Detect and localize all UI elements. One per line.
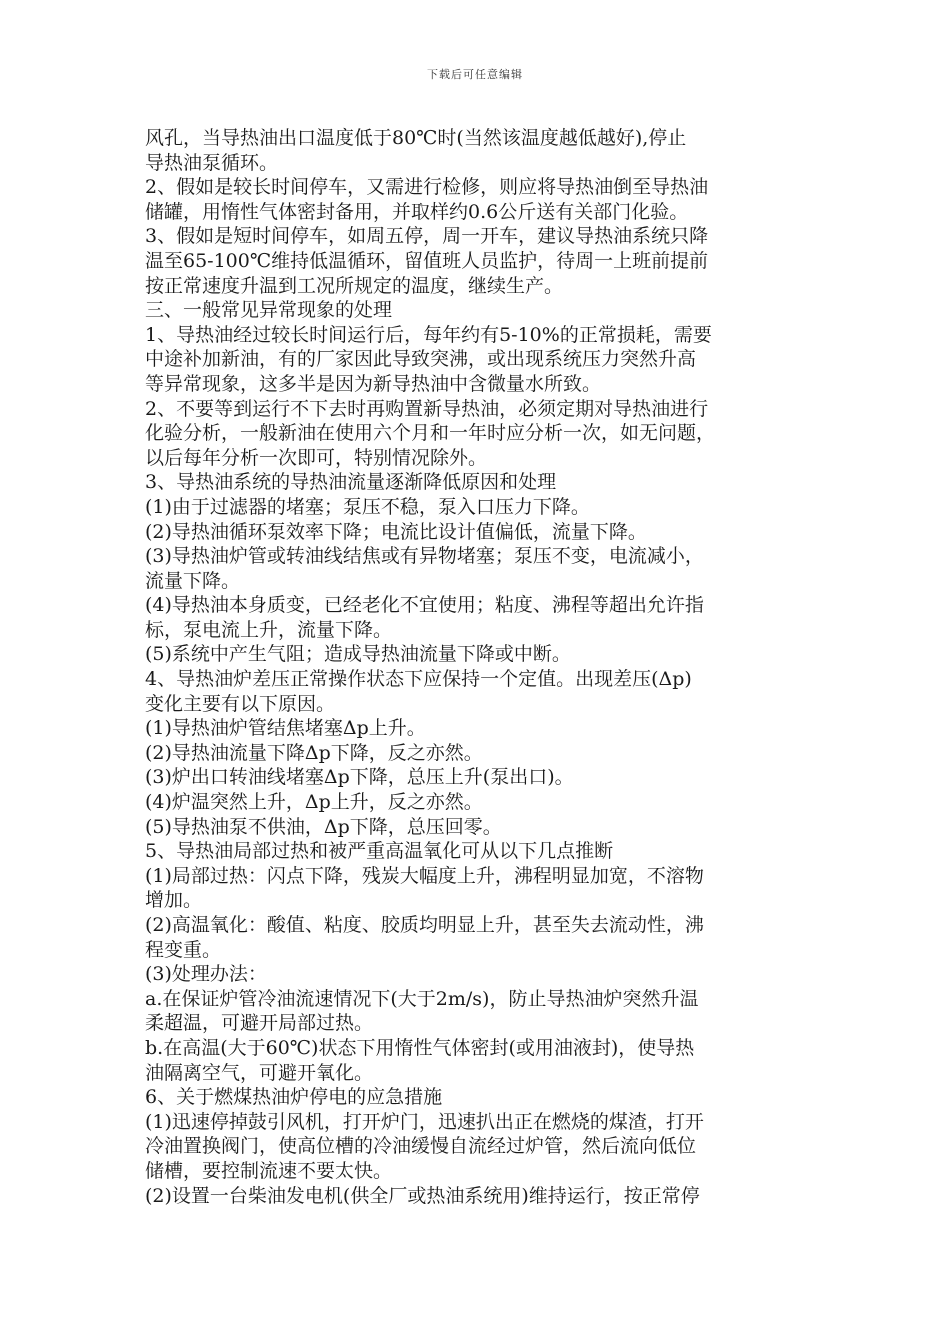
page-header: 下载后可任意编辑	[427, 68, 523, 81]
text-line: 柔超温，可避开局部过热。	[145, 1012, 374, 1035]
text-line: 2、假如是较长时间停车，又需进行检修，则应将导热油倒至导热油	[145, 176, 709, 199]
text-line: (3)炉出口转油线堵塞Δp下降，总压上升(泵出口)。	[145, 766, 574, 789]
text-line: 2、不要等到运行不下去时再购置新导热油，必须定期对导热油进行	[145, 397, 709, 420]
text-line: 4、导热油炉差压正常操作状态下应保持一个定值。出现差压(Δp)	[145, 668, 692, 691]
text-line: (2)导热油循环泵效率下降；电流比设计值偏低，流量下降。	[145, 520, 647, 543]
text-line: (2)导热油流量下降Δp下降，反之亦然。	[145, 741, 483, 764]
text-line: 增加。	[145, 889, 203, 912]
text-line: (2)高温氧化：酸值、粘度、胶质均明显上升，甚至失去流动性，沸	[145, 914, 704, 936]
text-line: 冷油置换阀门，使高位槽的冷油缓慢自流经过炉管，然后流向低位	[145, 1135, 697, 1158]
text-line: 标，泵电流上升，流量下降。	[145, 618, 393, 641]
text-line: (4)导热油本身质变，已经老化不宜使用；粘度、沸程等超出允许指	[145, 594, 704, 617]
text-line: 以后每年分析一次即可，特别情况除外。	[145, 446, 488, 469]
text-line: 3、假如是短时间停车，如周五停，周一开车，建议导热油系统只降	[145, 225, 709, 248]
text-line: a.在保证炉管冷油流速情况下(大于2m/s)，防止导热油炉突然升温	[145, 987, 699, 1010]
text-line: (4)炉温突然上升，Δp上升，反之亦然。	[145, 791, 483, 814]
text-line: 导热油泵循环。	[145, 151, 279, 174]
text-line: b.在高温(大于60℃)状态下用惰性气体密封(或用油液封)，使导热	[145, 1036, 695, 1059]
text-line: (5)导热油泵不供油，Δp下降，总压回零。	[145, 815, 502, 838]
text-line: 流量下降。	[145, 569, 241, 592]
text-line: 变化主要有以下原因。	[145, 692, 336, 715]
text-line: (1)迅速停掉鼓引风机，打开炉门，迅速扒出正在燃烧的煤渣，打开	[145, 1110, 704, 1133]
text-line: (1)由于过滤器的堵塞；泵压不稳，泵入口压力下降。	[145, 495, 590, 518]
text-line: 按正常速度升温到工况所规定的温度，继续生产。	[145, 274, 564, 297]
text-line: 风孔，当导热油出口温度低于80℃时(当然该温度越低越好),停止	[145, 127, 687, 149]
text-line: 三、一般常见异常现象的处理	[145, 299, 393, 322]
text-line: 5、导热油局部过热和被严重高温氧化可从以下几点推断	[145, 840, 614, 863]
text-line: 3、导热油系统的导热油流量逐渐降低原因和处理	[145, 471, 557, 494]
text-line: (3)处理办法：	[145, 963, 267, 986]
text-line: (3)导热油炉管或转油线结焦或有异物堵塞；泵压不变，电流减小，	[145, 545, 704, 568]
text-line: 化验分析，一般新油在使用六个月和一年时应分析一次，如无问题，	[145, 422, 716, 445]
text-line: 6、关于燃煤热油炉停电的应急措施	[145, 1086, 443, 1109]
text-line: 储罐，用惰性气体密封备用，并取样约0.6公斤送有关部门化验。	[145, 200, 689, 223]
text-line: (2)设置一台柴油发电机(供全厂或热油系统用)维持运行，按正常停	[145, 1184, 700, 1207]
text-line: 等异常现象，这多半是因为新导热油中含微量水所致。	[145, 372, 602, 395]
text-line: 1、导热油经过较长时间运行后，每年约有5-10%的正常损耗，需要	[145, 323, 712, 346]
text-line: 储槽，要控制流速不要太快。	[145, 1159, 393, 1182]
document-body	[145, 126, 815, 1208]
text-line: (5)系统中产生气阻；造成导热油流量下降或中断。	[145, 643, 571, 666]
text-line: (1)导热油炉管结焦堵塞Δp上升。	[145, 717, 426, 740]
text-line: 程变重。	[145, 938, 222, 961]
text-line: 中途补加新油，有的厂家因此导致突沸，或出现系统压力突然升高	[145, 348, 697, 371]
text-line: (1)局部过热：闪点下降，残炭大幅度上升，沸程明显加宽，不溶物	[145, 864, 704, 887]
text-line: 温至65-100℃维持低温循环，留值班人员监护，待周一上班前提前	[145, 249, 709, 272]
text-line: 油隔离空气，可避开氧化。	[145, 1061, 374, 1084]
